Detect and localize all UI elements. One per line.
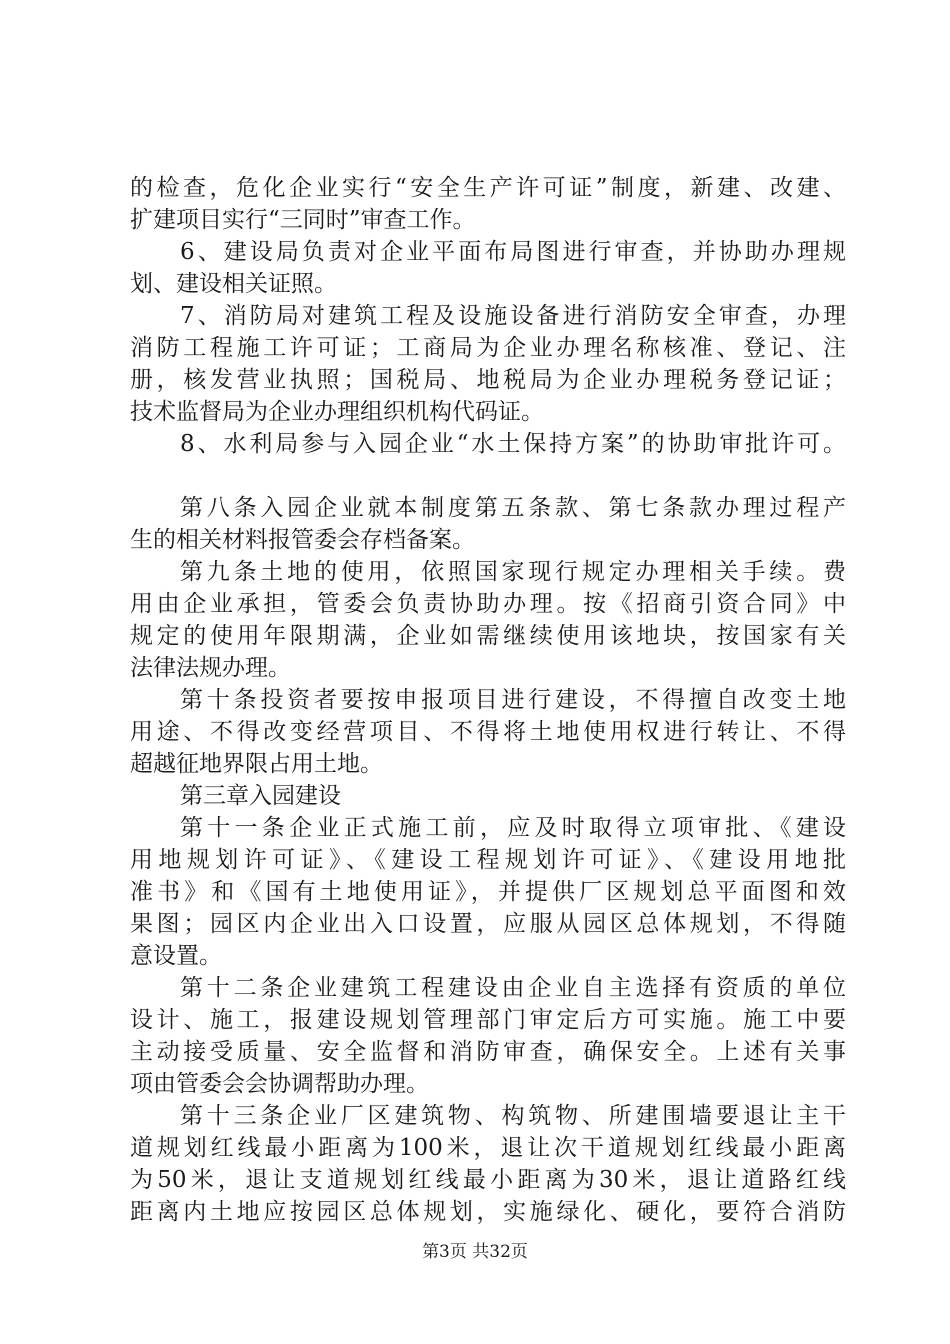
text-line: 用由企业承担，管委会负责协助办理。按《招商引资合同》中 [130,591,846,617]
text-line: 划、建设相关证照。 [130,271,337,297]
text-line: 的检查，危化企业实行“安全生产许可证”制度，新建、改建、 [130,175,846,201]
text-line: 生的相关材料报管委会存档备案。 [130,527,475,553]
text-line: 第十条投资者要按申报项目进行建设，不得擅自改变土地 [180,687,846,713]
text-line: 第十二条企业建筑工程建设由企业自主选择有资质的单位 [180,975,846,1001]
text-line: 用途、不得改变经营项目、不得将土地使用权进行转让、不得 [130,719,846,745]
text-line: 6、建设局负责对企业平面布局图进行审查，并协助办理规 [180,239,846,265]
text-line: 意设置。 [130,943,222,969]
text-line: 第十一条企业正式施工前，应及时取得立项审批、《建设 [180,815,846,841]
text-line: 消防工程施工许可证；工商局为企业办理名称核准、登记、注 [130,335,846,361]
text-line: 规定的使用年限期满，企业如需继续使用该地块，按国家有关 [130,623,846,649]
text-line: 用地规划许可证》、《建设工程规划许可证》、《建设用地批 [130,847,846,873]
text-line: 为50米，退让支道规划红线最小距离为30米，退让道路红线 [130,1167,846,1193]
document-body [130,172,846,1228]
text-line: 法律法规办理。 [130,655,291,681]
text-line: 道规划红线最小距离为100米，退让次干道规划红线最小距离 [130,1135,846,1161]
text-line: 主动接受质量、安全监督和消防审查，确保安全。上述有关事 [130,1039,846,1065]
text-line: 超越征地界限占用土地。 [130,751,383,777]
paragraph-gap [130,460,846,492]
text-line: 7、消防局对建筑工程及设施设备进行消防安全审查，办理 [180,303,846,329]
text-line: 第九条土地的使用，依照国家现行规定办理相关手续。费 [180,559,846,585]
text-line: 距离内土地应按园区总体规划，实施绿化、硬化，要符合消防 [130,1199,846,1225]
text-line: 册，核发营业执照；国税局、地税局为企业办理税务登记证； [130,367,846,393]
text-line: 第八条入园企业就本制度第五条款、第七条款办理过程产 [180,495,846,521]
text-line: 扩建项目实行“三同时”审查工作。 [130,207,476,233]
text-line: 准书》和《国有土地使用证》，并提供厂区规划总平面图和效 [130,879,846,905]
text-line: 8、水利局参与入园企业“水土保持方案”的协助审批许可。 [180,431,846,457]
text-line: 第十三条企业厂区建筑物、构筑物、所建围墙要退让主干 [180,1103,846,1129]
text-line: 设计、施工，报建设规划管理部门审定后方可实施。施工中要 [130,1007,846,1033]
page-number-footer: 第3页 共32页 [422,1242,528,1262]
text-line: 技术监督局为企业办理组织机构代码证。 [130,399,544,425]
text-line: 果图；园区内企业出入口设置，应服从园区总体规划，不得随 [130,911,846,937]
chapter-heading: 第三章入园建设 [180,783,341,809]
text-line: 项由管委会会协调帮助办理。 [130,1071,429,1097]
